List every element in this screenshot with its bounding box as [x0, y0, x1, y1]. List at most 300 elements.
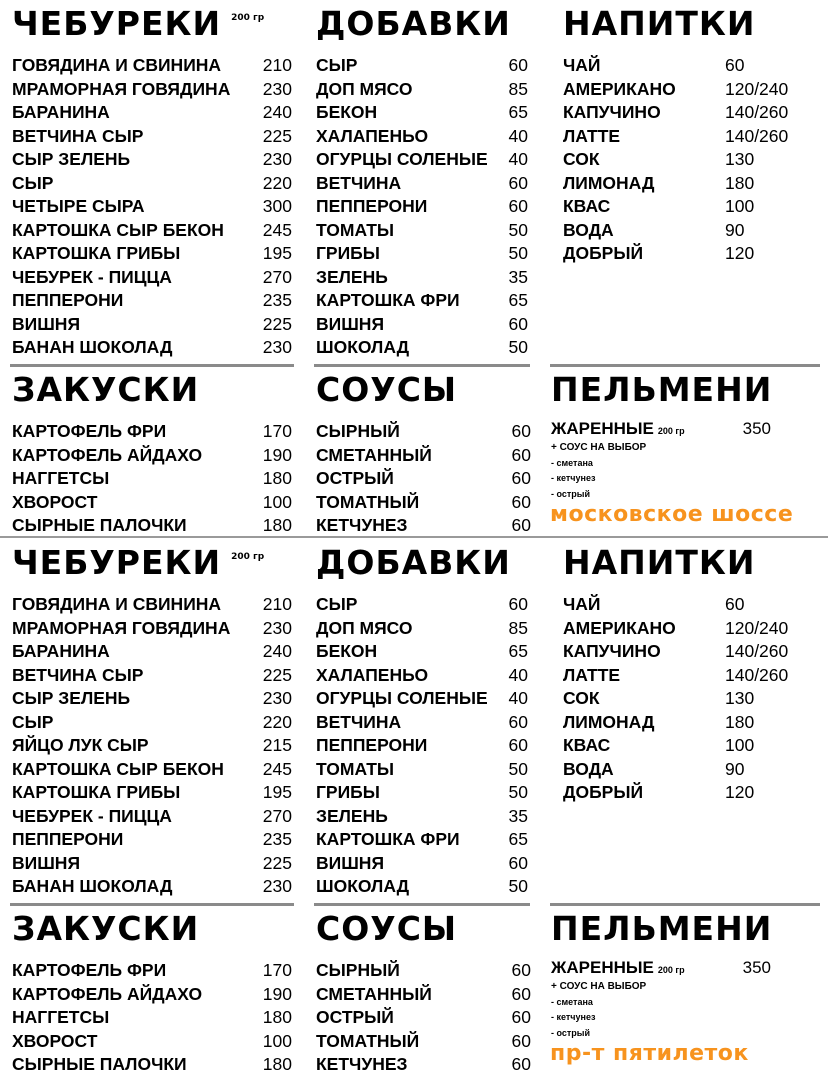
item-price: 60 — [725, 594, 745, 614]
item-name: ЛИМОНАД — [563, 711, 655, 732]
item-name: ЗЕЛЕНЬ — [316, 266, 388, 287]
item-price: 35 — [508, 805, 528, 826]
item-price: 130 — [725, 688, 755, 708]
item-name: ВИШНЯ — [12, 852, 81, 873]
item-name: ВИШНЯ — [12, 313, 81, 334]
item-name: КВАС — [563, 735, 611, 755]
menu-item-row — [12, 78, 292, 102]
portion-size: 200 гр — [657, 965, 685, 975]
menu-item-row — [316, 711, 528, 735]
menu-item-row — [316, 640, 528, 664]
item-list — [12, 54, 292, 360]
menu-item-row — [12, 983, 292, 1007]
item-price: 230 — [262, 617, 292, 638]
divider — [10, 903, 294, 906]
item-price: 100 — [725, 735, 755, 755]
item-list — [12, 593, 292, 899]
menu-item-row — [12, 734, 292, 758]
menu-item-row — [12, 101, 292, 125]
item-name: ТОМАТНЫЙ — [316, 1030, 420, 1051]
menu-item-row — [12, 491, 292, 515]
item-name: ДОБРЫЙ — [563, 243, 644, 263]
item-name: ЧЕТЫРЕ СЫРА — [12, 196, 145, 216]
item-name: ВОДА — [563, 219, 614, 240]
item-list — [563, 54, 813, 266]
item-price: 100 — [262, 1030, 292, 1051]
divider — [10, 364, 294, 367]
item-price: 60 — [508, 55, 528, 75]
item-name: ЧЕБУРЕК - ПИЦЦА — [12, 805, 172, 826]
menu-item-row — [563, 54, 813, 78]
item-name: СЫР — [316, 594, 358, 614]
menu-item-row — [316, 172, 528, 196]
item-list — [12, 420, 292, 538]
item-name: ГОВЯДИНА И СВИНИНА — [12, 55, 222, 75]
menu-item-row — [12, 336, 292, 360]
menu-item-row — [316, 420, 531, 444]
item-price: 180 — [262, 468, 292, 488]
item-name: ВИШНЯ — [316, 852, 385, 873]
item-name: НАГГЕТСЫ — [12, 1007, 110, 1027]
item-name: КАРТОШКА ГРИБЫ — [12, 782, 181, 802]
menu-item-row — [12, 54, 292, 78]
section-title — [563, 4, 813, 44]
menu-item-row — [316, 664, 528, 688]
item-name: СЫРНЫЙ — [316, 960, 400, 980]
menu-item-row — [12, 313, 292, 337]
item-price: 50 — [508, 337, 528, 357]
menu-item-row — [316, 593, 528, 617]
item-name: ХАЛАПЕНЬО — [316, 125, 429, 146]
menu-item-row — [316, 242, 528, 266]
section-title-text: ЗАКУСКИ — [12, 370, 200, 409]
item-price: 180 — [262, 1054, 292, 1074]
sauce-options — [551, 995, 771, 1042]
sauce-option: - острый — [551, 488, 591, 499]
portion-size: 200 гр — [657, 426, 685, 436]
item-price: 190 — [262, 983, 292, 1004]
menu-item-row — [316, 1006, 531, 1030]
item-price: 170 — [262, 960, 292, 980]
item-price: 65 — [508, 829, 528, 849]
item-name: ВИШНЯ — [316, 313, 385, 334]
item-price: 35 — [508, 266, 528, 287]
section-title — [12, 543, 292, 583]
menu-item-row — [12, 640, 292, 664]
item-name: ДОБРЫЙ — [563, 782, 644, 802]
item-price: 270 — [262, 266, 292, 287]
item-name: ВЕТЧИНА — [316, 711, 402, 732]
item-price: 50 — [508, 243, 528, 263]
item-price: 65 — [508, 641, 528, 661]
item-name: КАРТОШКА СЫР БЕКОН — [12, 219, 224, 240]
item-price: 170 — [262, 421, 292, 441]
pelmeni-price: 350 — [742, 419, 771, 438]
item-price: 60 — [511, 468, 531, 488]
item-name: ТОМАТЫ — [316, 219, 395, 240]
menu-item-row — [316, 54, 528, 78]
menu-item-row — [563, 78, 813, 102]
item-name: ОГУРЦЫ СОЛЕНЫЕ — [316, 149, 488, 169]
menu-item-row — [12, 148, 292, 172]
item-price: 140/260 — [725, 125, 789, 146]
menu-item-row — [12, 852, 292, 876]
menu-item-row — [316, 734, 528, 758]
section-napitki — [563, 4, 813, 266]
item-price: 60 — [511, 1054, 531, 1074]
menu-item-row — [12, 467, 292, 491]
item-price: 180 — [262, 515, 292, 535]
divider — [550, 364, 820, 367]
section-title — [12, 909, 292, 949]
section-title-text: ПЕЛЬМЕНИ — [551, 909, 773, 948]
pelmeni-name — [551, 957, 685, 979]
item-name: БЕКОН — [316, 641, 378, 661]
menu-item-row — [12, 514, 292, 538]
sauce-options — [551, 456, 771, 503]
item-name: ПЕППЕРОНИ — [316, 735, 428, 755]
item-name: КАРТОШКА ГРИБЫ — [12, 243, 181, 263]
branch-name: пр-т пятилеток — [550, 1041, 749, 1066]
menu-item-row — [12, 617, 292, 641]
item-name: ДОП МЯСО — [316, 78, 413, 99]
item-price: 215 — [262, 735, 292, 755]
item-name: МРАМОРНАЯ ГОВЯДИНА — [12, 78, 231, 99]
item-name: ВЕТЧИНА СЫР — [12, 125, 144, 146]
pelmeni-row — [551, 957, 771, 979]
pelmeni-name-text: ЖАРЕННЫЕ — [551, 958, 654, 977]
item-price: 90 — [725, 758, 745, 779]
section-title — [316, 370, 531, 410]
item-name: СЫРНЫЙ — [316, 421, 400, 441]
section-title — [551, 909, 771, 949]
sauce-choice-label: + СОУС НА ВЫБОР — [551, 442, 647, 453]
pelmeni-name — [551, 418, 685, 440]
section-title-text: НАПИТКИ — [563, 543, 756, 582]
item-name: НАГГЕТСЫ — [12, 468, 110, 488]
menu-item-row — [12, 875, 292, 899]
item-price: 210 — [262, 55, 292, 75]
menu-item-row — [563, 242, 813, 266]
item-name: АМЕРИКАНО — [563, 617, 676, 638]
item-price: 130 — [725, 149, 755, 169]
menu-item-row — [316, 336, 528, 360]
menu-item-row — [12, 289, 292, 313]
item-name: СОК — [563, 688, 600, 708]
section-title — [12, 4, 292, 44]
item-price: 140/260 — [725, 102, 789, 122]
item-name: ШОКОЛАД — [316, 876, 410, 896]
menu-item-row — [316, 617, 528, 641]
item-price: 140/260 — [725, 641, 789, 661]
item-price: 60 — [508, 594, 528, 614]
item-name: ГОВЯДИНА И СВИНИНА — [12, 594, 222, 614]
item-name: ТОМАТНЫЙ — [316, 491, 420, 512]
section-title-text: ЧЕБУРЕКИ — [12, 543, 222, 582]
item-price: 230 — [262, 149, 292, 169]
menu-item-row — [12, 172, 292, 196]
item-price: 225 — [262, 664, 292, 685]
item-name: КАРТОФЕЛЬ АЙДАХО — [12, 444, 203, 465]
item-name: ЗЕЛЕНЬ — [316, 805, 388, 826]
item-price: 195 — [262, 243, 292, 263]
item-price: 60 — [508, 735, 528, 755]
item-list — [563, 593, 813, 805]
menu-item-row — [12, 444, 292, 468]
item-price: 230 — [262, 78, 292, 99]
item-name: СЫРНЫЕ ПАЛОЧКИ — [12, 1054, 187, 1074]
menu-item-row — [316, 852, 528, 876]
item-name: ОСТРЫЙ — [316, 1007, 394, 1027]
item-name: ЯЙЦО ЛУК СЫР — [12, 735, 149, 755]
item-name: БАНАН ШОКОЛАД — [12, 337, 173, 357]
item-name: СЫР ЗЕЛЕНЬ — [12, 149, 131, 169]
item-price: 60 — [508, 196, 528, 216]
section-title-text: ЧЕБУРЕКИ — [12, 4, 222, 43]
section-cheburek — [12, 543, 292, 899]
item-name: ХВОРОСТ — [12, 491, 98, 512]
item-price: 180 — [725, 711, 755, 732]
item-price: 100 — [262, 491, 292, 512]
item-list — [316, 959, 531, 1077]
item-price: 195 — [262, 782, 292, 802]
section-zakuski — [12, 909, 292, 1077]
item-price: 60 — [511, 983, 531, 1004]
menu-item-row — [563, 664, 813, 688]
item-price: 270 — [262, 805, 292, 826]
item-name: КВАС — [563, 196, 611, 216]
item-name: СЫР — [12, 711, 54, 732]
item-name: ВЕТЧИНА СЫР — [12, 664, 144, 685]
item-list — [316, 420, 531, 538]
item-list — [316, 54, 528, 360]
menu-item-row — [563, 711, 813, 735]
item-name: СМЕТАННЫЙ — [316, 444, 432, 465]
item-name: КАРТОФЕЛЬ ФРИ — [12, 960, 167, 980]
item-name: ПЕППЕРОНИ — [316, 196, 428, 216]
menu-board — [0, 539, 828, 1077]
menu-item-row — [12, 195, 292, 219]
item-name: МРАМОРНАЯ ГОВЯДИНА — [12, 617, 231, 638]
menu-item-row — [563, 148, 813, 172]
menu-item-row — [563, 195, 813, 219]
item-name: ХВОРОСТ — [12, 1030, 98, 1051]
item-price: 85 — [508, 617, 528, 638]
menu-item-row — [12, 828, 292, 852]
menu-item-row — [563, 593, 813, 617]
menu-item-row — [12, 664, 292, 688]
menu-item-row — [316, 1030, 531, 1054]
menu-item-row — [316, 758, 528, 782]
menu-item-row — [316, 78, 528, 102]
section-sousy — [316, 370, 531, 538]
item-price: 140/260 — [725, 664, 789, 685]
item-price: 60 — [511, 491, 531, 512]
item-name: ЧЕБУРЕК - ПИЦЦА — [12, 266, 172, 287]
item-name: ДОП МЯСО — [316, 617, 413, 638]
section-sousy — [316, 909, 531, 1077]
menu-item-row — [563, 219, 813, 243]
section-title — [12, 370, 292, 410]
item-price: 60 — [511, 421, 531, 441]
item-price: 230 — [262, 876, 292, 896]
menu-item-row — [563, 781, 813, 805]
menu-item-row — [316, 219, 528, 243]
sauce-option: - острый — [551, 1027, 591, 1038]
item-price: 60 — [508, 852, 528, 873]
section-title-text: ДОБАВКИ — [316, 4, 511, 43]
section-dobavki — [316, 543, 528, 899]
sauce-option: - кетчунез — [551, 1012, 596, 1022]
item-price: 230 — [262, 337, 292, 357]
item-name: СЫРНЫЕ ПАЛОЧКИ — [12, 515, 187, 535]
menu-item-row — [316, 125, 528, 149]
branch-name: московское шоссе — [550, 502, 794, 527]
item-name: КАРТОФЕЛЬ АЙДАХО — [12, 983, 203, 1004]
menu-item-row — [12, 242, 292, 266]
item-price: 40 — [508, 125, 528, 146]
item-list — [12, 959, 292, 1077]
section-title-text: ЗАКУСКИ — [12, 909, 200, 948]
item-price: 100 — [725, 196, 755, 216]
item-price: 235 — [262, 290, 292, 310]
item-price: 230 — [262, 688, 292, 708]
divider — [550, 903, 820, 906]
item-price: 120/240 — [725, 78, 789, 99]
menu-item-row — [12, 125, 292, 149]
section-title-text: ПЕЛЬМЕНИ — [551, 370, 773, 409]
item-price: 300 — [262, 196, 292, 216]
item-price: 180 — [725, 172, 755, 193]
menu-item-row — [316, 491, 531, 515]
item-name: СЫР — [316, 55, 358, 75]
menu-item-row — [12, 781, 292, 805]
item-price: 190 — [262, 444, 292, 465]
section-title — [316, 909, 531, 949]
section-pelmeni — [551, 370, 771, 502]
item-price: 120 — [725, 782, 755, 802]
item-name: ЛИМОНАД — [563, 172, 655, 193]
menu-item-row — [316, 959, 531, 983]
item-price: 65 — [508, 102, 528, 122]
section-title-text: НАПИТКИ — [563, 4, 756, 43]
item-name: ЛАТТЕ — [563, 664, 621, 685]
portion-size: 200 гр — [231, 13, 265, 23]
portion-size: 200 гр — [231, 552, 265, 562]
item-name: БАРАНИНА — [12, 641, 110, 661]
item-name: СЫР — [12, 172, 54, 193]
item-name: КАРТОШКА ФРИ — [316, 829, 460, 849]
menu-item-row — [316, 828, 528, 852]
item-name: АМЕРИКАНО — [563, 78, 676, 99]
item-price: 90 — [725, 219, 745, 240]
item-price: 220 — [262, 172, 292, 193]
menu-item-row — [563, 617, 813, 641]
item-name: ОГУРЦЫ СОЛЕНЫЕ — [316, 688, 488, 708]
item-name: ЧАЙ — [563, 594, 601, 614]
menu-item-row — [563, 687, 813, 711]
menu-item-row — [316, 148, 528, 172]
item-price: 60 — [511, 960, 531, 980]
menu-item-row — [316, 687, 528, 711]
item-name: СОК — [563, 149, 600, 169]
item-price: 220 — [262, 711, 292, 732]
menu-item-row — [12, 1030, 292, 1054]
item-name: ШОКОЛАД — [316, 337, 410, 357]
section-title-text: СОУСЫ — [316, 909, 458, 948]
menu-item-row — [563, 172, 813, 196]
item-name: КАРТОФЕЛЬ ФРИ — [12, 421, 167, 441]
item-name: ГРИБЫ — [316, 782, 380, 802]
item-price: 65 — [508, 290, 528, 310]
item-name: БЕКОН — [316, 102, 378, 122]
item-price: 60 — [508, 313, 528, 334]
menu-item-row — [563, 101, 813, 125]
section-title-text: СОУСЫ — [316, 370, 458, 409]
item-name: СЫР ЗЕЛЕНЬ — [12, 688, 131, 708]
section-dobavki — [316, 4, 528, 360]
item-name: ЛАТТЕ — [563, 125, 621, 146]
pelmeni-price: 350 — [742, 958, 771, 977]
menu-item-row — [316, 875, 528, 899]
menu-item-row — [12, 266, 292, 290]
menu-item-row — [316, 1053, 531, 1077]
menu-item-row — [563, 758, 813, 782]
menu-item-row — [12, 219, 292, 243]
item-price: 240 — [262, 102, 292, 122]
item-price: 60 — [508, 711, 528, 732]
sauce-option: - сметана — [551, 457, 593, 468]
item-name: ХАЛАПЕНЬО — [316, 664, 429, 685]
item-name: ОСТРЫЙ — [316, 468, 394, 488]
sauce-choice-label: + СОУС НА ВЫБОР — [551, 981, 647, 992]
item-name: ЧАЙ — [563, 55, 601, 75]
item-name: ТОМАТЫ — [316, 758, 395, 779]
section-cheburek — [12, 4, 292, 360]
item-price: 225 — [262, 852, 292, 873]
item-name: КЕТЧУНЕЗ — [316, 1054, 408, 1074]
item-price: 120/240 — [725, 617, 789, 638]
item-name: ПЕППЕРОНИ — [12, 829, 124, 849]
item-list — [316, 593, 528, 899]
menu-item-row — [12, 420, 292, 444]
item-price: 235 — [262, 829, 292, 849]
item-price: 40 — [508, 688, 528, 708]
menu-item-row — [12, 687, 292, 711]
item-price: 50 — [508, 876, 528, 896]
menu-item-row — [563, 640, 813, 664]
menu-item-row — [316, 289, 528, 313]
item-name: БАНАН ШОКОЛАД — [12, 876, 173, 896]
item-price: 50 — [508, 219, 528, 240]
section-title — [563, 543, 813, 583]
section-title-text: ДОБАВКИ — [316, 543, 511, 582]
item-name: ВЕТЧИНА — [316, 172, 402, 193]
menu-item-row — [316, 195, 528, 219]
item-price: 240 — [262, 641, 292, 661]
menu-item-row — [316, 805, 528, 829]
pelmeni-row — [551, 418, 771, 440]
item-price: 50 — [508, 782, 528, 802]
item-price: 40 — [508, 149, 528, 169]
menu-item-row — [12, 1006, 292, 1030]
menu-item-row — [12, 758, 292, 782]
section-zakuski — [12, 370, 292, 538]
menu-item-row — [316, 444, 531, 468]
item-price: 225 — [262, 125, 292, 146]
menu-item-row — [316, 781, 528, 805]
item-name: КАРТОШКА СЫР БЕКОН — [12, 758, 224, 779]
